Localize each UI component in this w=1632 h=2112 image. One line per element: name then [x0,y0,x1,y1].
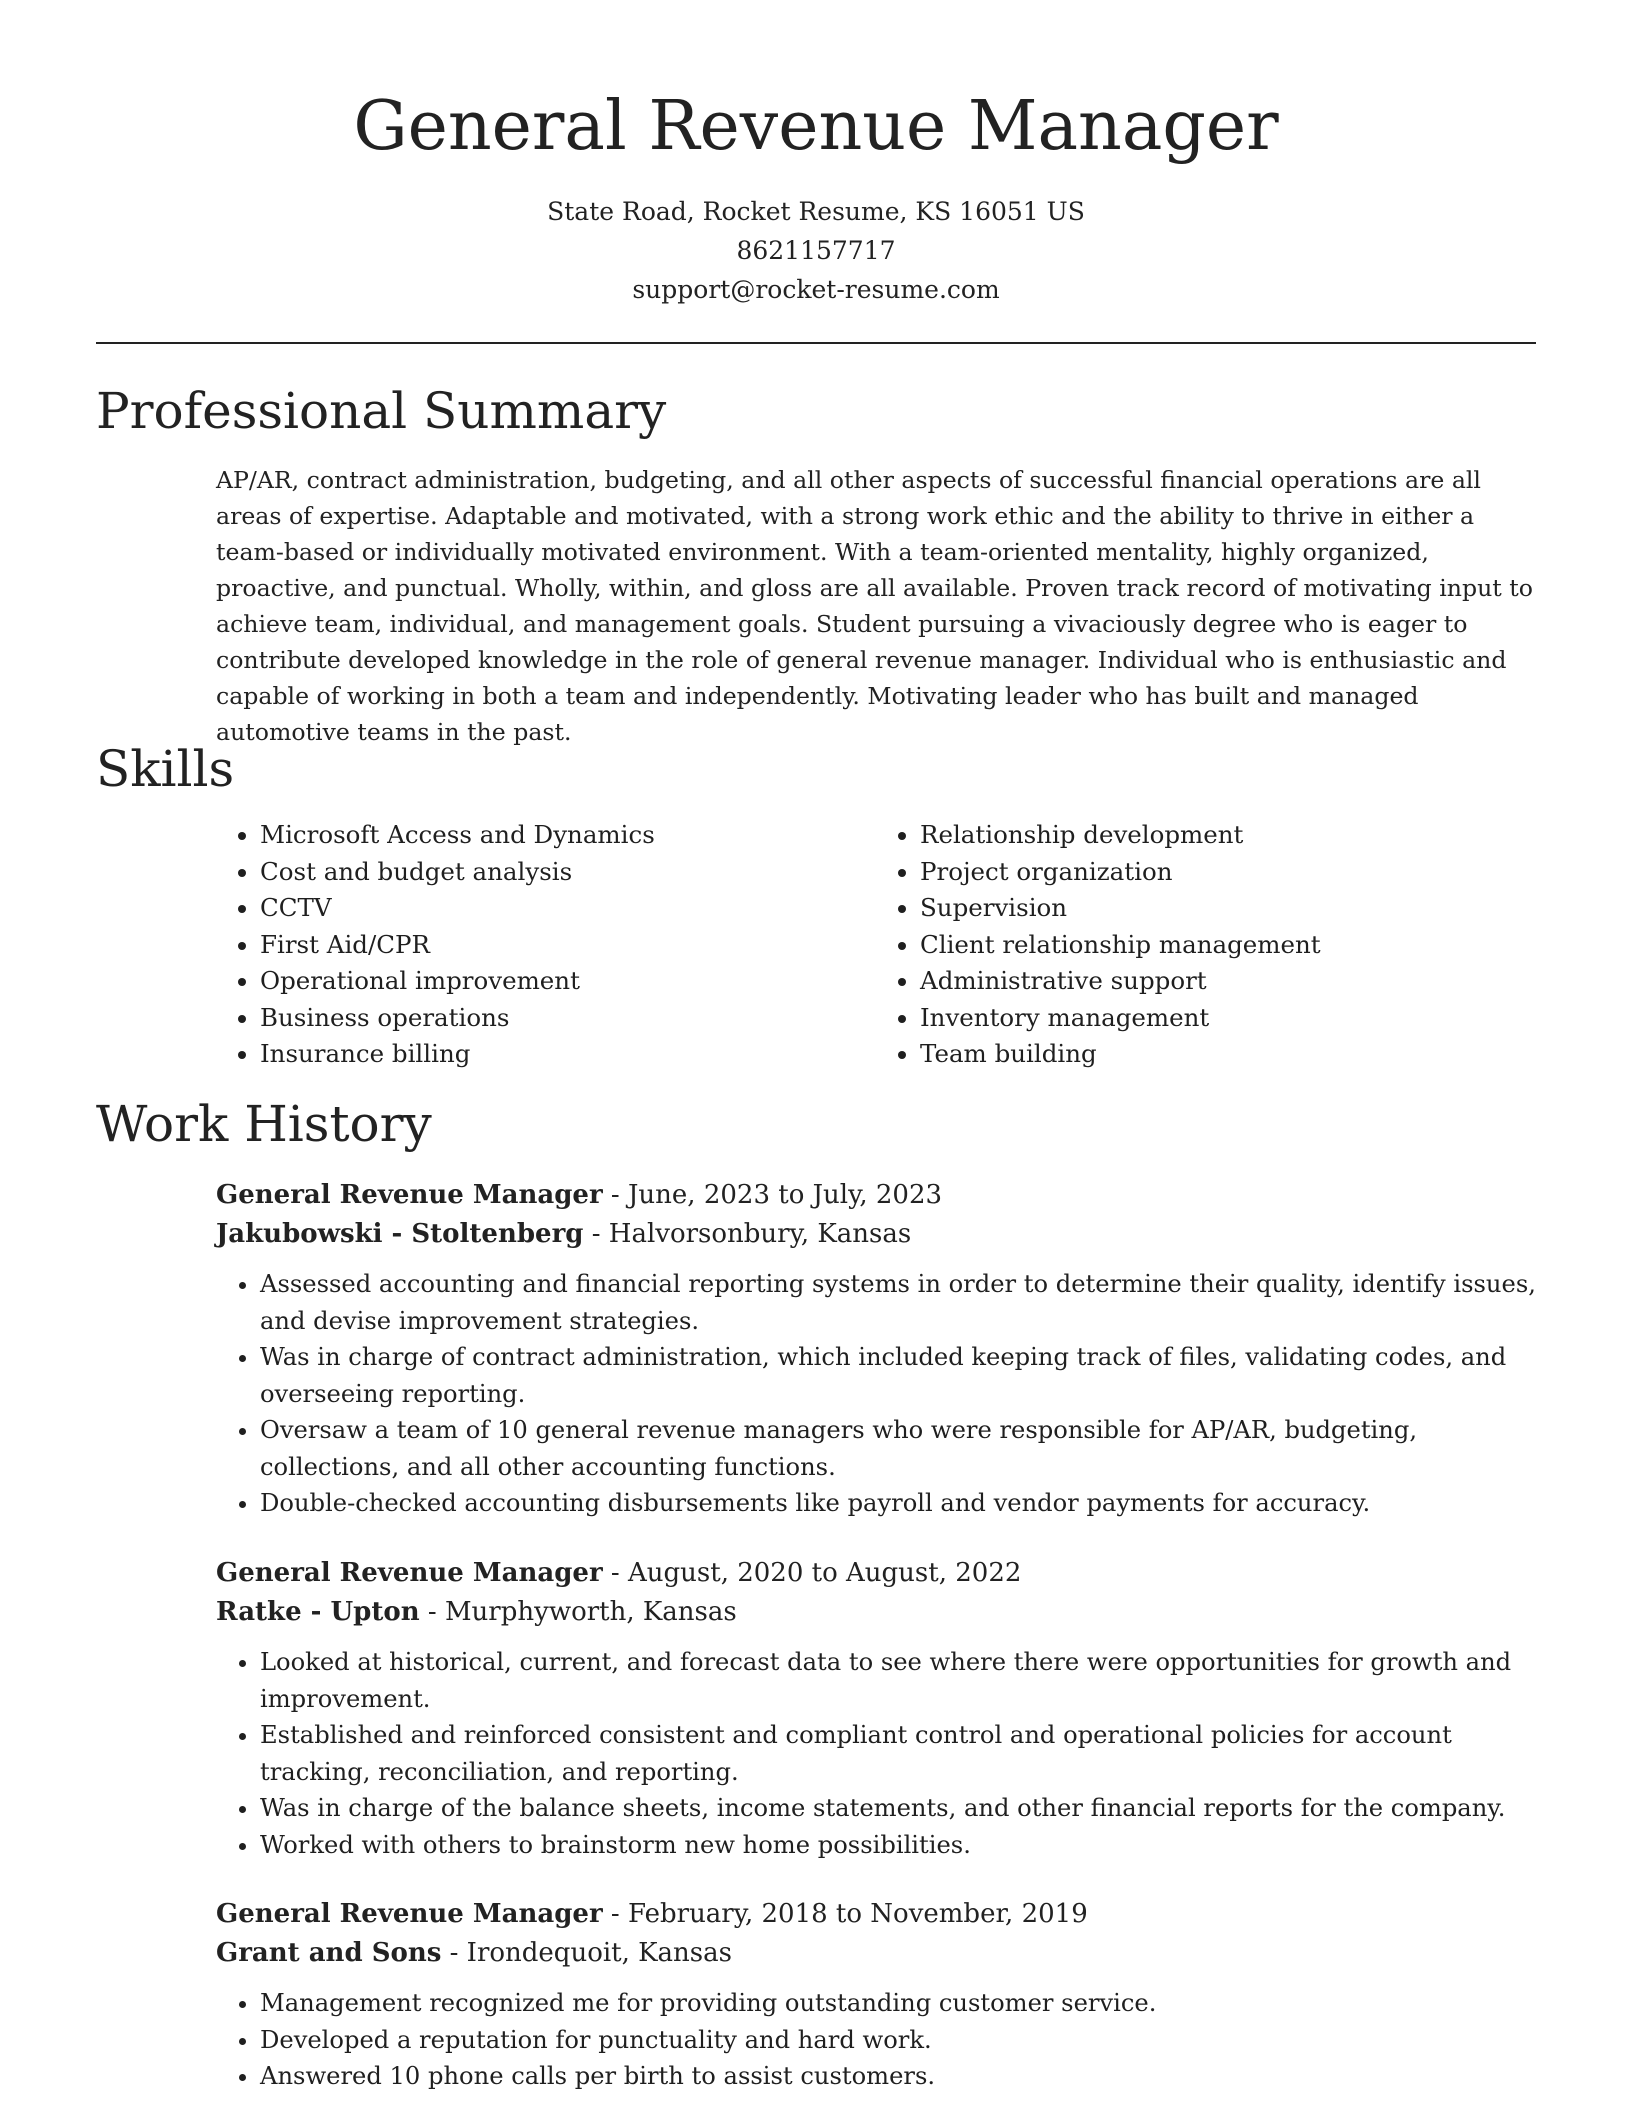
job-bullet: • Assessed accounting and financial reporting systems in order to determine their quality, identify issues, and devise improvement strategies. [260,1266,1536,1339]
skills-column-right [876,817,1536,1073]
job-dates: - June, 2023 to July, 2023 [602,1180,943,1210]
skill-item: • Insurance billing [260,1036,876,1073]
job-bullet: • Was in charge of the balance sheets, income statements, and other financial reports for the company. [260,1790,1536,1827]
job-dates: - February, 2018 to November, 2019 [602,1899,1088,1929]
email: support@rocket-resume.com [632,275,1000,304]
skill-item: • Operational improvement [260,963,876,1000]
job-bullet: • Established and reinforced consistent and compliant control and operational policies for account tracking, reconciliation, and reporting. [260,1717,1536,1790]
job-location: - Irondequoit, Kansas [441,1938,732,1968]
job-bullets [216,1644,1536,1863]
work-history-heading: Work History [96,1095,432,1153]
job-title: General Revenue Manager [216,1180,603,1210]
summary-heading: Professional Summary [96,382,667,440]
skill-item: • Microsoft Access and Dynamics [260,817,876,854]
job-entry [216,1895,1536,2095]
candidate-name: General Revenue Manager [353,87,1279,166]
job-title: General Revenue Manager [216,1899,603,1929]
skills-column-left [216,817,876,1073]
company-name: Jakubowski - Stoltenberg [216,1219,584,1249]
job-title-line [216,1176,1536,1215]
job-bullet: • Looked at historical, current, and forecast data to see where there were opportunities for growth and improvement. [260,1644,1536,1717]
skill-item: • Supervision [920,890,1536,927]
job-bullet: • Double-checked accounting disbursements like payroll and vendor payments for accuracy. [260,1485,1536,1522]
job-company-line [216,1593,1536,1632]
job-dates: - August, 2020 to August, 2022 [602,1558,1022,1588]
job-bullet: • Oversaw a team of 10 general revenue managers who were responsible for AP/AR, budgeting, collections, and all other accounting functions. [260,1412,1536,1485]
skills-heading: Skills [96,740,235,798]
job-bullet: • Was in charge of contract administration, which included keeping track of files, validating codes, and overseeing reporting. [260,1339,1536,1412]
skill-item: • Business operations [260,1000,876,1037]
job-company-line [216,1934,1536,1973]
company-name: Grant and Sons [216,1938,442,1968]
job-title-line [216,1554,1536,1593]
resume-header [0,0,1632,309]
skill-item: • First Aid/CPR [260,927,876,964]
job-bullet: • Management recognized me for providing outstanding customer service. [260,1985,1536,2022]
company-name: Ratke - Upton [216,1597,420,1627]
skill-item: • Administrative support [920,963,1536,1000]
skill-item: • Relationship development [920,817,1536,854]
job-title-line [216,1895,1536,1934]
skill-item: • CCTV [260,890,876,927]
summary-text: AP/AR, contract administration, budgeting, and all other aspects of successful financial operations are all areas of expertise. Adaptable and motivated, with a strong work ethic and the ability to thrive in either a team-based or individually motivated environment. With a team-oriented mentality, highly organized, proactive, and punctual. Wholly, within, and gloss are all available. Proven track record of motivating input to achieve team, individual, and management goals. Student pursuing a vivaciously degree who is eager to contribute developed knowledge in the role of general revenue manager. Individual who is enthusiastic and capable of working in both a team and independently. Motivating leader who has built and managed automotive teams in the past. [216,466,1533,746]
job-bullet: • Worked with others to brainstorm new home possibilities. [260,1827,1536,1864]
skill-item: • Project organization [920,854,1536,891]
header-divider [96,342,1536,344]
job-bullet: • Answered 10 phone calls per birth to assist customers. [260,2058,1536,2095]
skill-item: • Client relationship management [920,927,1536,964]
job-bullets [216,1985,1536,2095]
job-bullet: • Developed a reputation for punctuality and hard work. [260,2022,1536,2059]
job-location: - Murphyworth, Kansas [419,1597,737,1627]
job-company-line [216,1215,1536,1254]
job-bullets [216,1266,1536,1522]
job-title: General Revenue Manager [216,1558,603,1588]
contact-info [0,192,1632,309]
skills-list [216,817,1536,1073]
job-location: - Halvorsonbury, Kansas [583,1219,912,1249]
skill-item: • Cost and budget analysis [260,854,876,891]
job-entry [216,1554,1536,1863]
address: State Road, Rocket Resume, KS 16051 US [547,197,1085,226]
skill-item: • Inventory management [920,1000,1536,1037]
job-entry [216,1176,1536,1522]
phone: 8621157717 [736,236,896,265]
skill-item: • Team building [920,1036,1536,1073]
